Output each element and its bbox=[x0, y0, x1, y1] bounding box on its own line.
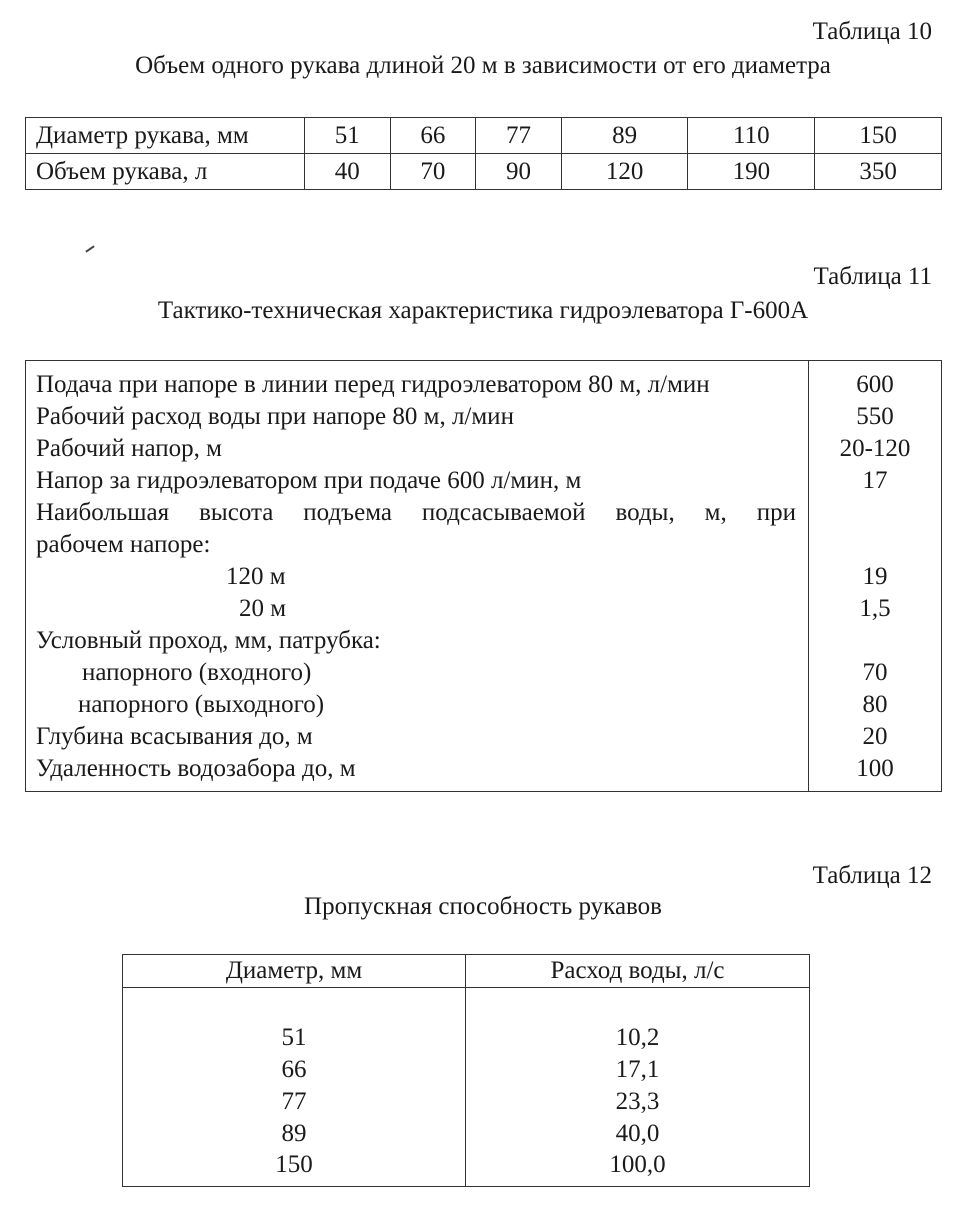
table12-cell: 40,0 bbox=[466, 1118, 810, 1150]
table-row bbox=[26, 118, 942, 154]
table11-value bbox=[809, 497, 941, 529]
table11-line: Наибольшая высота подъема подсасываемой воды, м, при bbox=[36, 499, 796, 526]
table11 bbox=[25, 360, 942, 792]
table11-line: Рабочий напор, м bbox=[36, 435, 222, 462]
table11-value: 70 bbox=[862, 659, 888, 686]
stray-pen-mark bbox=[85, 245, 94, 252]
table12-cell: 100,0 bbox=[466, 1150, 810, 1187]
table11-line: Напор за гидроэлеватором при подаче 600 л/мин, м bbox=[36, 467, 582, 494]
table12-cell: 10,2 bbox=[466, 1022, 810, 1054]
table11-value: 600 bbox=[856, 371, 894, 398]
table-row bbox=[123, 1054, 810, 1086]
table12-header-diameter: Диаметр, мм bbox=[123, 955, 466, 988]
table11-value: 100 bbox=[856, 755, 894, 782]
table10-cell: 51 bbox=[305, 118, 391, 154]
table10-cell: 40 bbox=[305, 154, 391, 190]
table-spacer-row bbox=[123, 988, 810, 1023]
table-row bbox=[123, 1150, 810, 1187]
table11-line: 120 м bbox=[226, 563, 286, 590]
table12-spacer bbox=[466, 988, 810, 1023]
table12-cell: 23,3 bbox=[466, 1086, 810, 1118]
table10 bbox=[25, 117, 942, 190]
table-header-row bbox=[123, 955, 810, 988]
table10-caption: Объем одного рукава длиной 20 м в зависимости от его диаметра bbox=[135, 52, 831, 79]
table10-cell: 350 bbox=[815, 154, 942, 190]
table11-line: напорного (выходного) bbox=[78, 691, 325, 718]
table11-parameters bbox=[26, 361, 809, 792]
table11-line: Подача при напоре в линии перед гидроэлеватором 80 м, л/мин bbox=[36, 371, 710, 398]
table-row bbox=[26, 361, 942, 792]
table11-line: Условный проход, мм, патрубка: bbox=[36, 627, 381, 654]
table10-row1-label: Диаметр рукава, мм bbox=[26, 118, 305, 154]
table-row bbox=[123, 1118, 810, 1150]
table11-line: напорного (входного) bbox=[82, 659, 312, 686]
table10-cell: 120 bbox=[561, 154, 688, 190]
table-row bbox=[26, 154, 942, 190]
table11-line: Удаленность водозабора до, м bbox=[36, 755, 356, 782]
table11-number: Таблица 11 bbox=[813, 263, 932, 290]
table11-line: Глубина всасывания до, м bbox=[36, 723, 313, 750]
table12 bbox=[122, 954, 810, 1187]
table12-header-flow: Расход воды, л/с bbox=[466, 955, 810, 988]
table10-number: Таблица 10 bbox=[812, 18, 932, 45]
table12-number: Таблица 12 bbox=[812, 862, 932, 889]
table11-line: Рабочий расход воды при напоре 80 м, л/мин bbox=[36, 403, 514, 430]
table-row bbox=[123, 1086, 810, 1118]
table12-cell: 150 bbox=[123, 1150, 466, 1187]
table11-value: 20 bbox=[862, 723, 888, 750]
table12-cell: 66 bbox=[123, 1054, 466, 1086]
table12-cell: 17,1 bbox=[466, 1054, 810, 1086]
table11-value: 80 bbox=[862, 691, 888, 718]
table11-caption: Тактико-техническая характеристика гидроэлеватора Г-600А bbox=[157, 297, 809, 324]
table10-cell: 90 bbox=[476, 154, 562, 190]
table10-cell: 110 bbox=[688, 118, 815, 154]
table12-cell: 51 bbox=[123, 1022, 466, 1054]
table10-cell: 66 bbox=[390, 118, 476, 154]
table12-cell: 89 bbox=[123, 1118, 466, 1150]
table11-value bbox=[809, 625, 941, 657]
table10-cell: 89 bbox=[561, 118, 688, 154]
table11-value: 550 bbox=[856, 403, 894, 430]
table11-value: 19 bbox=[862, 563, 888, 590]
table10-cell: 77 bbox=[476, 118, 562, 154]
table12-caption: Пропускная способность рукавов bbox=[304, 893, 662, 920]
table11-line: рабочем напоре: bbox=[36, 531, 211, 558]
table11-value: 20-120 bbox=[839, 435, 911, 462]
table11-line: 20 м bbox=[239, 595, 287, 622]
table10-cell: 70 bbox=[390, 154, 476, 190]
table11-values bbox=[809, 361, 942, 792]
table11-value: 17 bbox=[862, 467, 888, 494]
table11-value bbox=[809, 529, 941, 561]
table10-cell: 150 bbox=[815, 118, 942, 154]
table11-value: 1,5 bbox=[859, 595, 891, 622]
table-row bbox=[123, 1022, 810, 1054]
table10-row2-label: Объем рукава, л bbox=[26, 154, 305, 190]
table12-cell: 77 bbox=[123, 1086, 466, 1118]
table10-cell: 190 bbox=[688, 154, 815, 190]
table12-spacer bbox=[123, 988, 466, 1023]
